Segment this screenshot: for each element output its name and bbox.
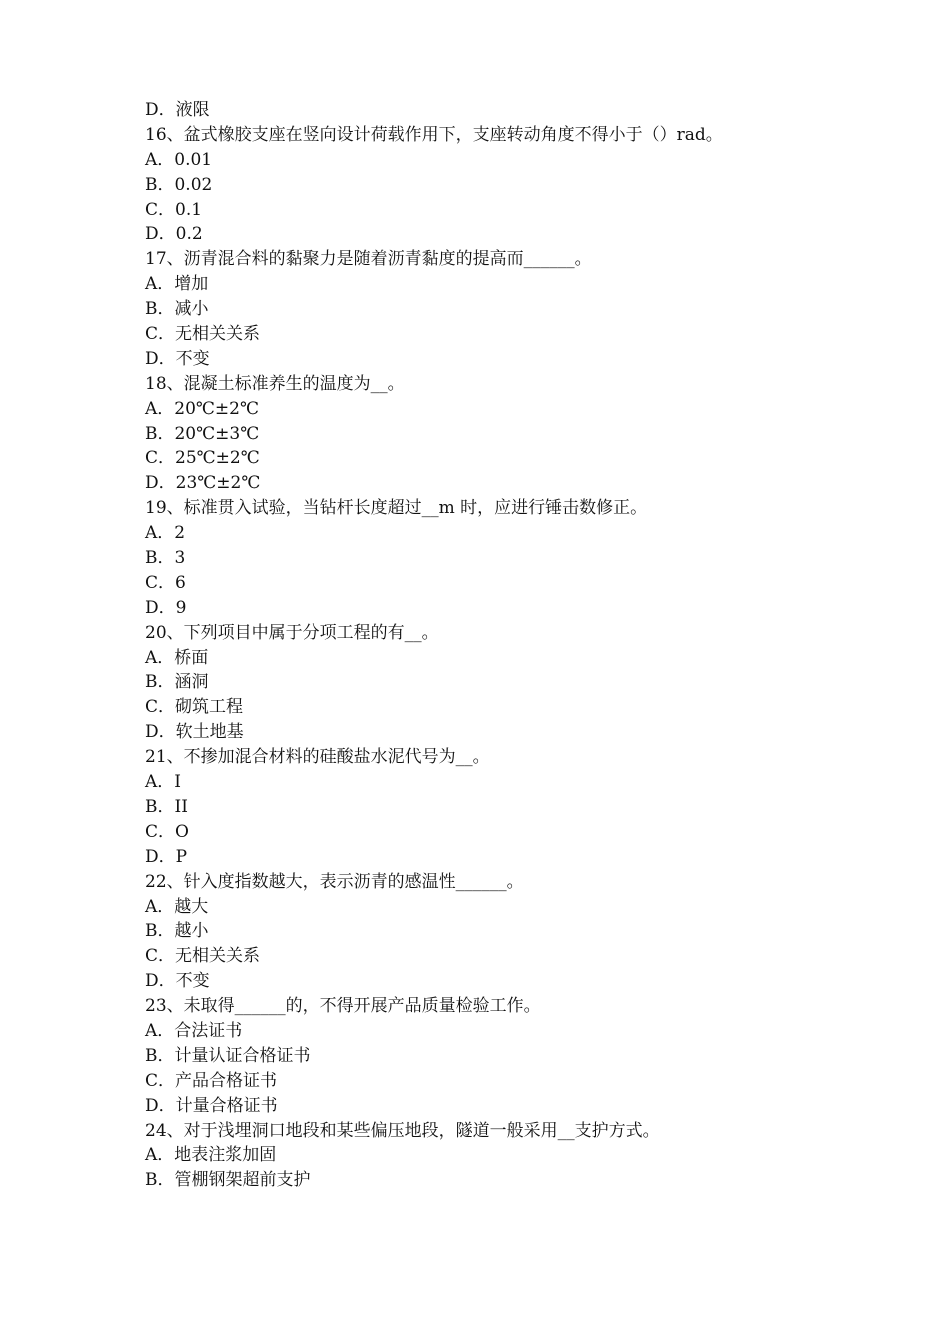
option-line: A．2 <box>145 523 186 544</box>
option-line: B．涵洞 <box>145 672 209 693</box>
option-line: D．23℃±2℃ <box>145 473 261 494</box>
option-line: D．P <box>145 846 188 867</box>
option-line: B．越小 <box>145 921 209 942</box>
option-line: C．6 <box>145 572 186 593</box>
question-line: 18、混凝土标准养生的温度为__。 <box>145 373 405 394</box>
option-line: C．无相关关系 <box>145 946 261 967</box>
option-line: C．O <box>145 821 189 842</box>
option-line: B．20℃±3℃ <box>145 423 260 444</box>
option-line: C．无相关关系 <box>145 324 261 345</box>
option-line: D．不变 <box>145 971 210 992</box>
option-line: C．砌筑工程 <box>145 697 244 718</box>
option-line: B．计量认证合格证书 <box>145 1045 311 1066</box>
question-line: 23、未取得______的，不得开展产品质量检验工作。 <box>145 996 541 1017</box>
option-line: D．计量合格证书 <box>145 1095 278 1116</box>
option-line: C．0.1 <box>145 199 203 220</box>
option-line: A．越大 <box>145 896 209 917</box>
option-line: A．地表注浆加固 <box>145 1145 277 1166</box>
option-line: B．减小 <box>145 299 209 320</box>
option-line: A．桥面 <box>145 647 209 668</box>
option-line: D．不变 <box>145 348 210 369</box>
question-line: 20、下列项目中属于分项工程的有__。 <box>145 622 439 643</box>
question-line: 24、对于浅埋洞口地段和某些偏压地段，隧道一般采用__支护方式。 <box>145 1120 660 1141</box>
option-line: A．0.01 <box>145 149 213 170</box>
option-line: C．25℃±2℃ <box>145 448 260 469</box>
option-line: A．增加 <box>145 274 209 295</box>
question-line: 22、针入度指数越大，表示沥青的感温性______。 <box>145 871 524 892</box>
question-line: 17、沥青混合料的黏聚力是随着沥青黏度的提高而______。 <box>145 249 592 270</box>
question-line: 16、盆式橡胶支座在竖向设计荷载作用下，支座转动角度不得小于（）rad。 <box>145 124 723 145</box>
option-line: B．II <box>145 796 188 817</box>
option-line: B．0.02 <box>145 174 213 195</box>
option-line: A．I <box>145 772 181 793</box>
option-line: D．液限 <box>145 100 210 120</box>
option-line: B．3 <box>145 548 186 569</box>
question-line: 21、不掺加混合材料的硅酸盐水泥代号为__。 <box>145 747 490 768</box>
option-line: D．0.2 <box>145 224 203 245</box>
document-page <box>145 98 845 1193</box>
option-line: B．管棚钢架超前支护 <box>145 1170 311 1191</box>
option-line: D．软土地基 <box>145 722 244 743</box>
option-line: C．产品合格证书 <box>145 1070 278 1091</box>
option-line: A．合法证书 <box>145 1020 243 1041</box>
option-line: A．20℃±2℃ <box>145 398 260 419</box>
question-line: 19、标准贯入试验，当钻杆长度超过__m 时，应进行锤击数修正。 <box>145 498 648 519</box>
option-line: D．9 <box>145 597 187 618</box>
